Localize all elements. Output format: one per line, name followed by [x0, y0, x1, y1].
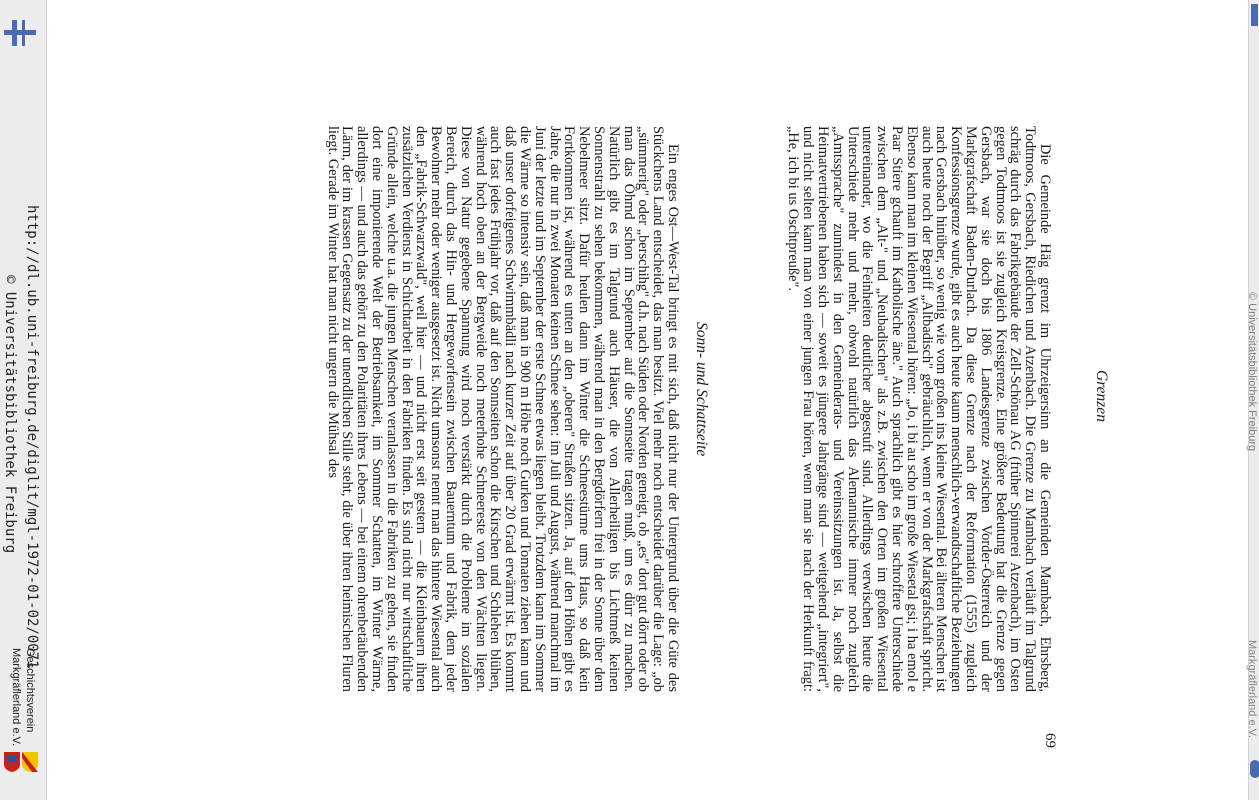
paragraph-grenzen-text: Die Gemeinde Häg grenzt im Uhrzeigersinn an die Gemeinden Mambach, Ehrsberg, Todtmoos, Gersbach, Riedichen und Atzenbach. Die Grenze zu Mambach verläuft im Talgrund schräg durch das Fabrikgebäude der Zell-Schönau AG (früher Spinnerei Atzenbach), im Osten gegen Todtmoos ist sie zugleich Kreisgrenze. Eine größere Bedeutung hat die Grenze gegen Gersbach, war sie doch bis 1806 Landesgrenze zwischen Vorder-Österreich und der Markgrafschaft Baden-Durlach. Da diese Grenze nach der Reformation (1555) zugleich Konfessionsgrenze wurde, gibt es auch heute kaum menschlich-verwandtschaftliche Beziehungen nach Gersbach hinüber, so wenig wie vom großen ins kleine Wiesental. Bei älteren Menschen ist auch heute noch der Begriff „Altbadisch" gebräuchlich, wenn er von der Markgrafschaft spricht. Ebenso kann man im kleinen Wiesental hören: „Jo, i bi au scho im große Wiesetal gsi; i ha emol e Paar Stiere gchauft im Katholische äne." Auch sprachlich gibt es hier schroffere Unterschiede zwischen dem „Alt-" und „Neubadischen" als z.B. zwischen den Orten im großen Wiesental untereinander, wo die Feinheiten deutlicher abgestuft sind. Allerdings verwischen heute die Unterschiede mehr und mehr, obwohl natürlich das Alemannische immer noch zugleich „Amtssprache" zumindest in den Gemeinderats- und Vereinssitzungen ist. Ja, selbst die Heimatvertriebenen haben sich — soweit es jüngere Jahrgänge sind — weitgehend „integriert", und nicht selten kann man von einer jungen Frau hören, wenn man sie nach der Herkunft fragt: „He, ich bi us Oschtpreuße". [785, 126, 1053, 692]
footer-copyright: © Universitätsbibliothek Freiburg [2, 275, 18, 554]
right-edge-publisher-fragment: Markgräflerland e.V. [1246, 640, 1258, 739]
crest-icon [22, 752, 38, 772]
running-head: Grenzen [1093, 370, 1110, 422]
section-heading: Sonn- und Schattseite [693, 322, 710, 457]
page-number: 69 [1042, 733, 1058, 748]
scrollbar-thumb[interactable] [1251, 4, 1258, 26]
paragraph-sonn-schattseite [325, 126, 680, 692]
ub-logo-icon [4, 20, 36, 46]
scroll-indicator-icon[interactable] [1250, 760, 1259, 778]
footer-url[interactable]: http://dl.ub.uni-freiburg.de/diglit/mgl-1972-01-02/0071 [24, 205, 40, 669]
publisher-line-2: Markgräflerland e.V. [10, 648, 22, 747]
publisher-line-1: Geschichtsverein [24, 648, 36, 733]
crest-icon-2 [4, 752, 20, 772]
top-edge-copyright-fragment: © Universitätsbibliothek Freiburg [1246, 292, 1258, 452]
paragraph-sonn-schattseite-text: Ein enges Ost—West-Tal bringt es mit sich, daß nicht nur der Untergrund über die Güte des Stückchens Land entscheidet, das man besitzt. Viel mehr noch entscheidet darüber die Lage: „ob „sümmerig" oder „berschihg" d.h. nach Süden oder Norden geneigt, ob „es" dort gut dörrt oder ob man das Öhmd schon im September auf die Sonnseite tragen muß, um es dürr zu machen. Natürlich gibt es im Talgrund auch Häuser, die von Allerheiligen bis Lichtmeß keinen Sonnenstrahl zu sehen bekommen, während man in den Bergdörfern frei in der Sonne über dem Nebelmeer sitzt. Dafür heulen dann im Winter die Schneestürme ums Haus, so daß kein Fortkommen ist, während es unten an den „oberen" Straßen sitzen. Ja, auf den Höhen gibt es Jahre, die nur in zwei Monaten keinen Schnee sehen: im Juli und August, während manchmal im Juni der letzte und im September der erste Schnee etwas liegen bleibt. Trotzdem kann im Sommer die Wärme so intensiv sein, daß man in 900 m Höhe noch Gurken und Tomaten ziehen kann und daß unser dorfeigenes Schwimmbädli nach kurzer Zeit auf über 20 Grad erwärmt ist. Es kommt auch fast jedes Frühjahr vor, daß auf den Sonnseiten schon die Kirschen und Schlehen blühen, während hoch oben an der Bergweide noch meterhohe Schneereste von den Wächten liegen. Diese von Natur gegebene Spannung wird noch verstärkt durch die Probleme im sozialen Bereich, durch das Hin- und Hergeworfensein zwischen Bauerntum und Fabrik, dem jeder Bewohner mehr oder weniger ausgesetzt ist. Nicht umsonst nennt man das hintere Wiesental auch den „Fabrik-Schwarzwald", weil hier — und nicht erst seit gestern — die Kleinbauern ihren zusätzlichen Verdienst in Schichtarbeit in den Fabriken finden. Es sind nicht nur wirtschaftliche Gründe allein, welche u.a. die jungen Menschen veranlassen in die Fabriken zu gehen, sie finden dort eine imponierende Welt der Betriebsamkeit, im Sommer Schatten, im Winter Wärme, allerdings — und auch das gehört zu den Polaritäten ihres Lebens — bei einem ohrenbetäubenden Lärm, der im krassen Gegensatz zu der unendlichen Stille steht, die über ihren heimischen Fluren liegt. Gerade im Winter hat man nicht ungern die Mühsal des [324, 126, 681, 692]
paragraph-grenzen [786, 126, 1052, 692]
